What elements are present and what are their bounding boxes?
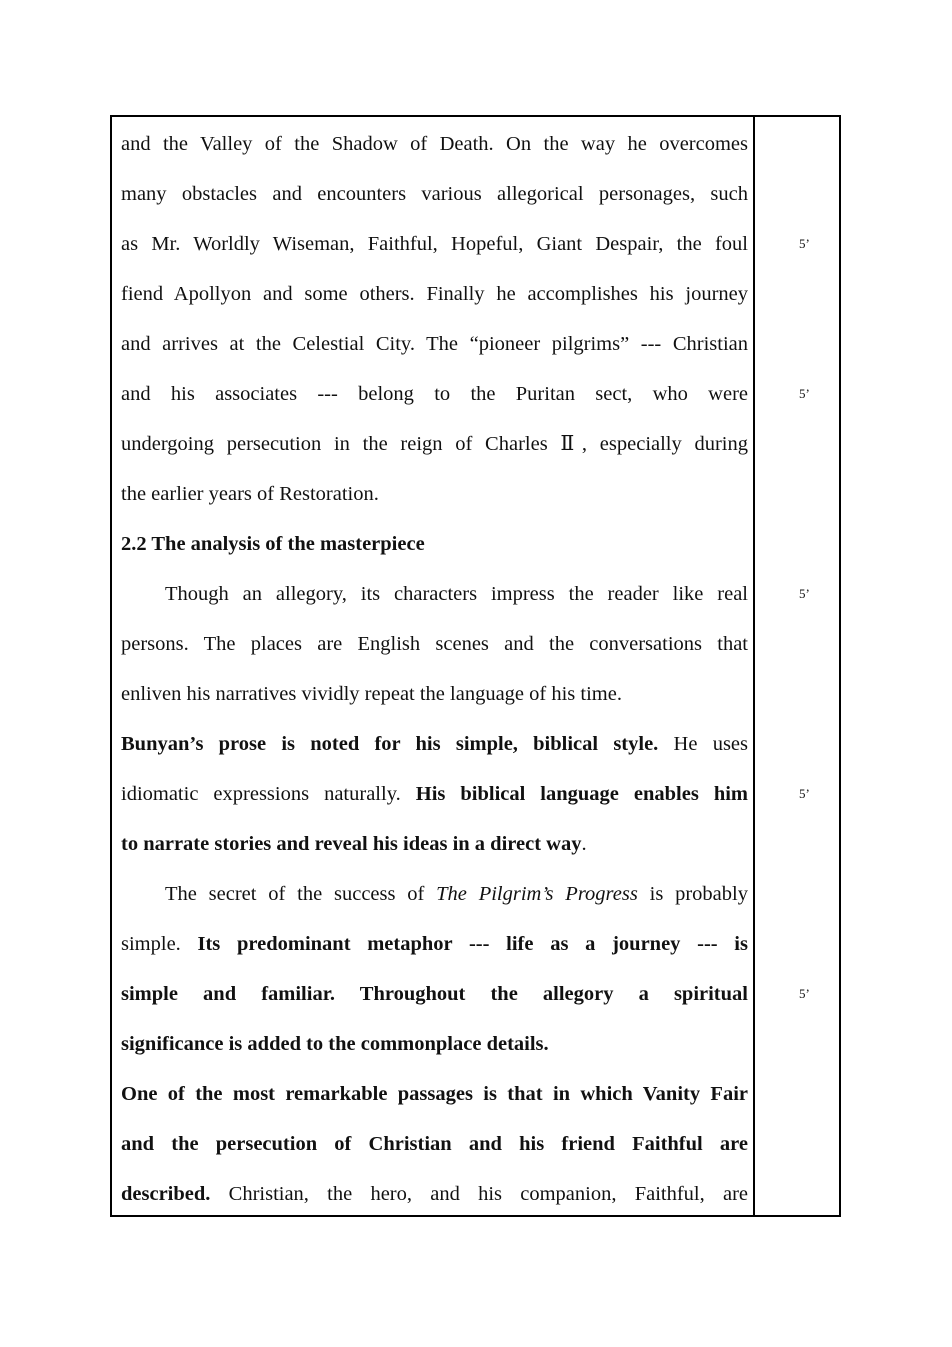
bold-run: and the persecution of Christian and his friend Faithful are <box>121 1133 748 1155</box>
text-line <box>121 779 748 809</box>
text-line <box>121 1179 748 1209</box>
text-line <box>121 929 748 959</box>
score-mark: 5’ <box>799 586 810 601</box>
score-mark: 5’ <box>799 986 810 1001</box>
text-line <box>121 379 748 409</box>
text-line <box>121 229 748 259</box>
bold-run: Bunyan’s prose is noted for his simple, biblical style. <box>121 733 659 755</box>
text-line <box>121 329 748 359</box>
text-run: the earlier years of Restoration. <box>121 483 379 505</box>
text-run: . <box>581 833 587 855</box>
text-run: The secret of the success of <box>165 883 437 905</box>
text-line <box>121 479 748 509</box>
text-line <box>121 1029 748 1059</box>
text-line <box>121 729 748 759</box>
grading-table <box>110 115 841 1217</box>
text-run: undergoing persecution in the reign of Charles Ⅱ, especially during <box>121 433 748 455</box>
text-run: persons. The places are English scenes and the conversations that <box>121 633 748 655</box>
text-run: and his associates --- belong to the Puritan sect, who were <box>121 383 748 405</box>
text-line <box>165 879 748 909</box>
text-run: many obstacles and encounters various allegorical personages, such <box>121 183 748 205</box>
text-line <box>121 129 748 159</box>
text-line <box>121 429 748 459</box>
text-run: Christian, the hero, and his companion, Faithful, are <box>210 1183 748 1205</box>
text-run: Though an allegory, its characters impress the reader like real <box>165 583 748 605</box>
bold-run: 2.2 The analysis of the masterpiece <box>121 533 425 555</box>
text-run: and arrives at the Celestial City. The “pioneer pilgrims” --- Christian <box>121 333 748 355</box>
bold-run: His biblical language enables him <box>415 783 749 805</box>
text-run: is probably <box>637 883 748 905</box>
section-heading <box>121 529 748 559</box>
text-run: and the Valley of the Shadow of Death. On the way he overcomes <box>121 133 748 155</box>
bold-run: One of the most remarkable passages is that in which Vanity Fair <box>121 1083 748 1105</box>
bold-run: described. <box>121 1183 211 1205</box>
text-run: idiomatic expressions naturally. <box>121 783 416 805</box>
text-run: as Mr. Worldly Wiseman, Faithful, Hopeful, Giant Despair, the foul <box>121 233 748 255</box>
column-divider <box>753 117 755 1215</box>
bold-run: Its predominant metaphor --- life as a journey --- is <box>197 933 748 955</box>
text-run: simple. <box>121 933 198 955</box>
score-mark: 5’ <box>799 236 810 251</box>
text-line <box>165 579 748 609</box>
text-line <box>121 979 748 1009</box>
text-line <box>121 279 748 309</box>
text-line <box>121 679 748 709</box>
bold-run: simple and familiar. Throughout the allegory a spiritual <box>121 983 748 1005</box>
text-line <box>121 1129 748 1159</box>
text-line <box>121 179 748 209</box>
text-run: fiend Apollyon and some others. Finally he accomplishes his journey <box>121 283 748 305</box>
text-run: enliven his narratives vividly repeat the language of his time. <box>121 683 622 705</box>
text-line <box>121 829 748 859</box>
text-run: He uses <box>658 733 748 755</box>
bold-run: to narrate stories and reveal his ideas in a direct way <box>121 833 582 855</box>
bold-run: significance is added to the commonplace details. <box>121 1033 549 1055</box>
text-line <box>121 629 748 659</box>
text-line <box>121 1079 748 1109</box>
italic-run: The Pilgrim’s Progress <box>436 883 638 905</box>
score-mark: 5’ <box>799 386 810 401</box>
score-mark: 5’ <box>799 786 810 801</box>
